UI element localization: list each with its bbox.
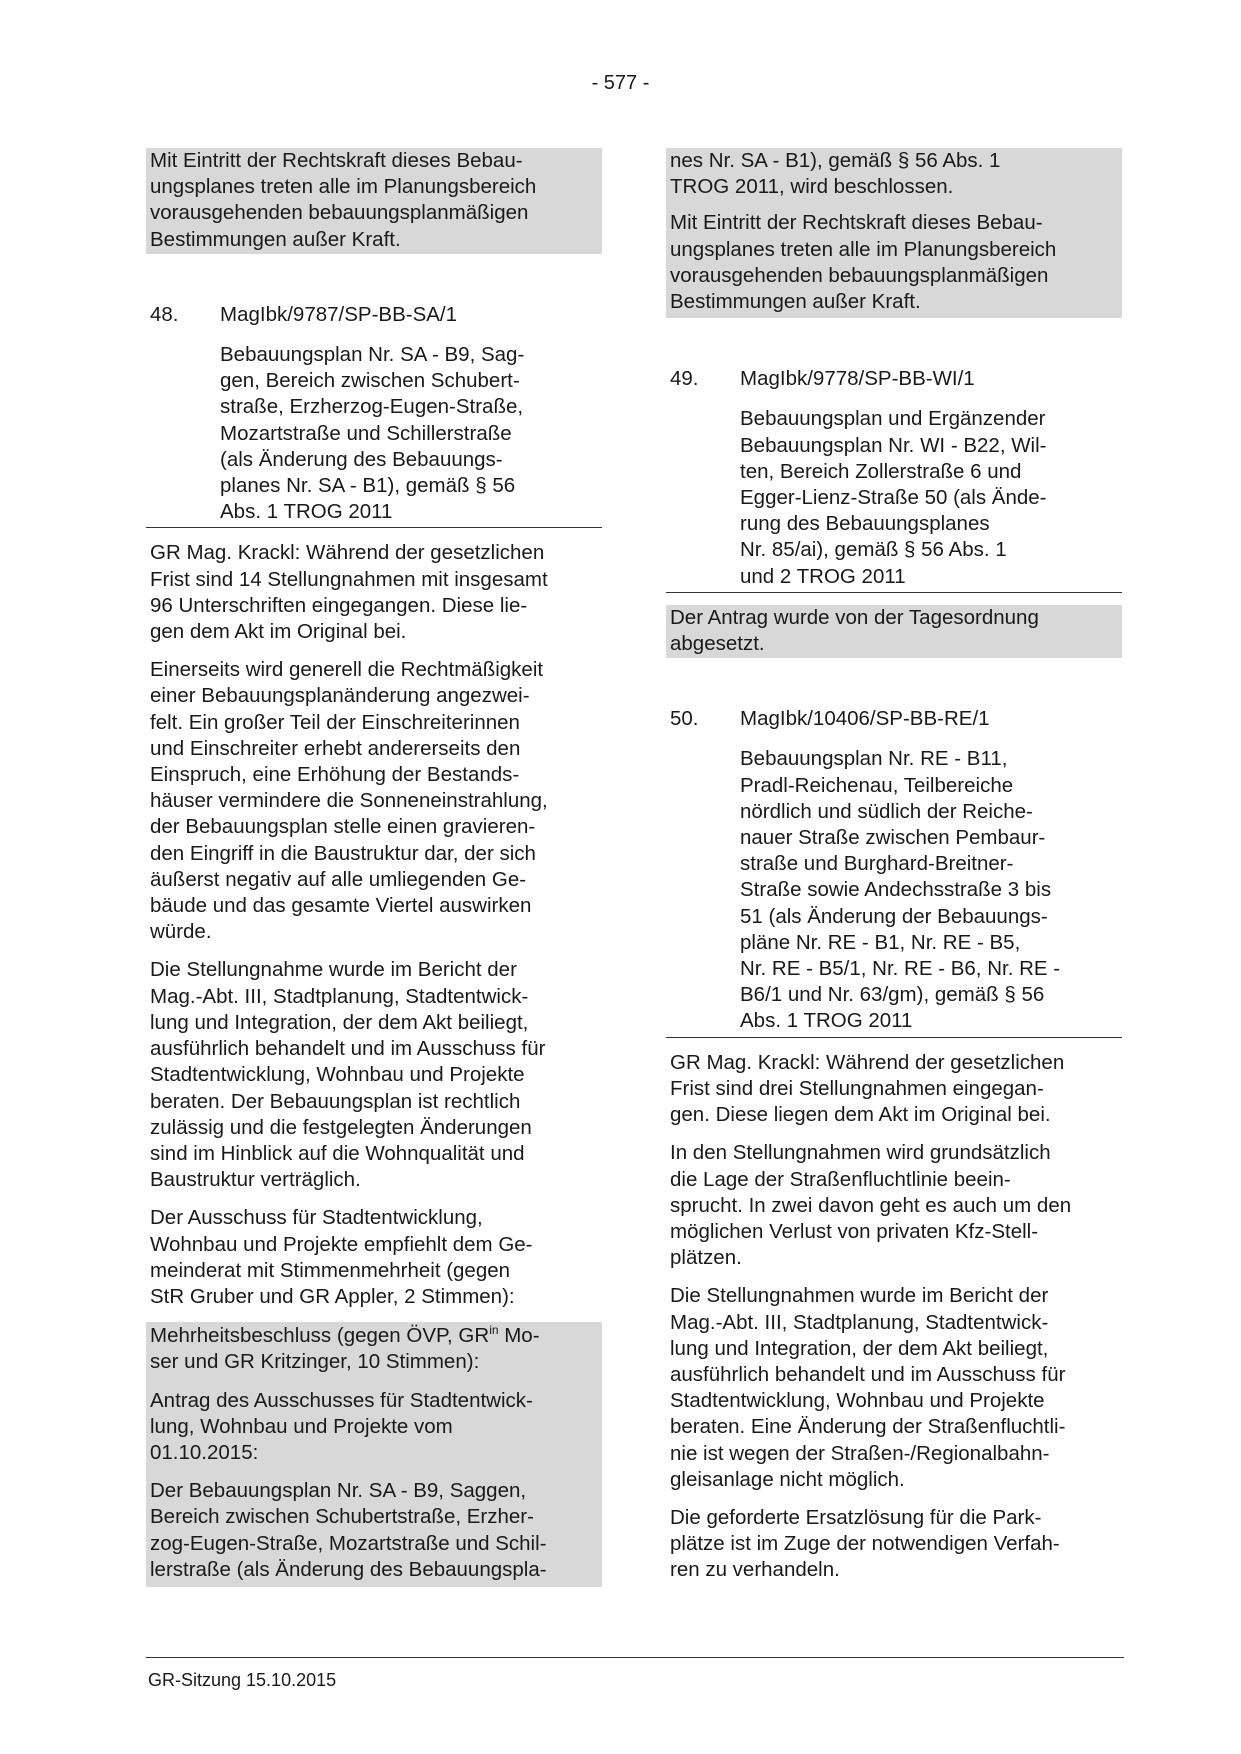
paragraph: GR Mag. Krackl: Während der gesetzlichen Frist sind 14 Stellungnahmen mit insgesamt 96 Unterschriften eingegangen. Diese lie- gen dem Akt im Original bei.: [150, 541, 548, 644]
resolution-text: Der Bebauungsplan Nr. SA - B9, Saggen, Bereich zwischen Schubertstraße, Erzher- zog-Eugen-Straße, Mozartstraße und Schil- lerstraße (als Änderung des Bebauungspla-: [150, 1479, 547, 1581]
item-description: Bebauungsplan Nr. RE - B11, Pradl-Reichenau, Teilbereiche nördlich und südlich der Reiche- nauer Straße zwischen Pembaur- straße und Burghard-Breitner- Straße sowie Andechsstraße 3 bis 51 (als Änderung der Bebauungs- pläne Nr. RE - B1, Nr. RE - B5, Nr. RE - B5/1, Nr. RE - B6, Nr. RE - B6/1 und Nr. 63/gm), gemäß § 56 Abs. 1 TROG 2011: [740, 747, 1061, 1033]
agenda-item-49: [666, 366, 1122, 593]
paragraph: Die Stellungnahme wurde im Bericht der Mag.-Abt. III, Stadtplanung, Stadtentwick- lung und Integration, der dem Akt beiliegt, ausführlich behandelt und im Ausschuss für Stadtentwicklung, Wohnbau und Projekte beraten. Der Bebauungsplan ist rechtlich zulässig und die festgelegten Änderungen sind im Hinblick auf die Wohnqualität und Baustruktur verträglich.: [150, 958, 546, 1192]
paragraph: Der Ausschuss für Stadtentwicklung, Wohnbau und Projekte empfiehlt dem Ge- meinderat mit Stimmenmehrheit (gegen StR Gruber und GR Appler, 2 Stimmen):: [150, 1206, 533, 1308]
item-status-note: Der Antrag wurde von der Tagesordnung abgesetzt.: [666, 605, 1122, 658]
footer-session-date: GR-Sitzung 15.10.2015: [148, 1670, 337, 1690]
right-column: [666, 148, 1122, 1584]
item-code: MagIbk/10406/SP-BB-RE/1: [740, 707, 990, 731]
page-number: - 577 -: [591, 72, 650, 94]
decision-text-block: Mit Eintritt der Rechtskraft dieses Bebau- ungsplanes treten alle im Planungsbereich vorausgehenden bebauungsplanmäßigen Bestimmungen außer Kraft.: [146, 148, 602, 254]
paragraph: Die geforderte Ersatzlösung für die Park- plätze ist im Zuge der notwendigen Verfah- ren zu verhandeln.: [670, 1505, 1060, 1582]
item-number: 49.: [670, 367, 699, 391]
left-column: [146, 148, 602, 1587]
resolution-motion: Antrag des Ausschusses für Stadtentwick- lung, Wohnbau und Projekte vom 01.10.2015:: [150, 1388, 533, 1464]
resolution-text-end: nes Nr. SA - B1), gemäß § 56 Abs. 1 TROG 2011, wird beschlossen.: [670, 149, 1001, 199]
resolution-block: [146, 1322, 602, 1587]
paragraph: GR Mag. Krackl: Während der gesetzlichen Frist sind drei Stellungnahmen eingegan- gen. Diese liegen dem Akt im Original bei.: [670, 1050, 1065, 1127]
item-code: MagIbk/9787/SP-BB-SA/1: [220, 302, 458, 326]
item-code: MagIbk/9778/SP-BB-WI/1: [740, 367, 975, 391]
item-description: Bebauungsplan Nr. SA - B9, Sag- gen, Bereich zwischen Schubert- straße, Erzherzog-Eugen-Straße, Mozartstraße und Schillerstraße (als Änderung des Bebauungs- planes Nr. SA - B1), gemäß § 56 Abs. 1 TROG 2011: [220, 343, 525, 524]
item-description: Bebauungsplan und Ergänzender Bebauungsplan Nr. WI - B22, Wil- ten, Bereich Zollerstraße 6 und Egger-Lienz-Straße 50 (als Ände- rung des Bebauungsplanes Nr. 85/ai), gemäß § 56 Abs. 1 und 2 TROG 2011: [740, 407, 1047, 588]
resolution-vote: Mehrheitsbeschluss (gegen ÖVP, $GR^{in}$ Mo- ser und GR Kritzinger, 10 Stimmen):: [150, 1323, 540, 1374]
paragraph: Die Stellungnahmen wurde im Bericht der Mag.-Abt. III, Stadtplanung, Stadtentwick- lung und Integration, der dem Akt beiliegt, ausführlich behandelt und im Ausschuss für Stadtentwicklung, Wohnbau und Projekte beraten. Eine Änderung der Straßenfluchtli- nie ist wegen der Straßen-/Regionalbahn- gleisanlage nicht möglich.: [670, 1284, 1066, 1491]
item-number: 48.: [150, 302, 179, 326]
paragraph: In den Stellungnahmen wird grundsätzlich die Lage der Straßenfluchtlinie beein- sprucht. In zwei davon geht es auch um den möglichen Verlust von privaten Kfz-Stell- plätzen.: [670, 1141, 1072, 1270]
paragraph: Einerseits wird generell die Rechtmäßigkeit einer Bebauungsplanänderung angezwei- felt. Ein großer Teil der Einschreiterinnen und Einschreiter erhebt andererseits den Einspruch, eine Erhöhung der Bestands- häuser vermindere die Sonneneinstrahlung, der Bebauungsplan stelle einen gravieren- den Eingriff in die Baustruktur dar, der sich äußerst negativ auf alle umliegenden Ge- bäude und das gesamte Viertel auswirken würde.: [150, 658, 548, 944]
resolution-continuation: [666, 148, 1122, 318]
footer-divider: [146, 1657, 1124, 1658]
agenda-item-50: [666, 706, 1122, 1037]
decision-text-block: Mit Eintritt der Rechtskraft dieses Bebau- ungsplanes treten alle im Planungsbereich vorausgehenden bebauungsplanmäßigen Bestimmungen außer Kraft.: [670, 211, 1057, 314]
agenda-item-48: [146, 302, 602, 529]
item-number: 50.: [670, 707, 699, 731]
